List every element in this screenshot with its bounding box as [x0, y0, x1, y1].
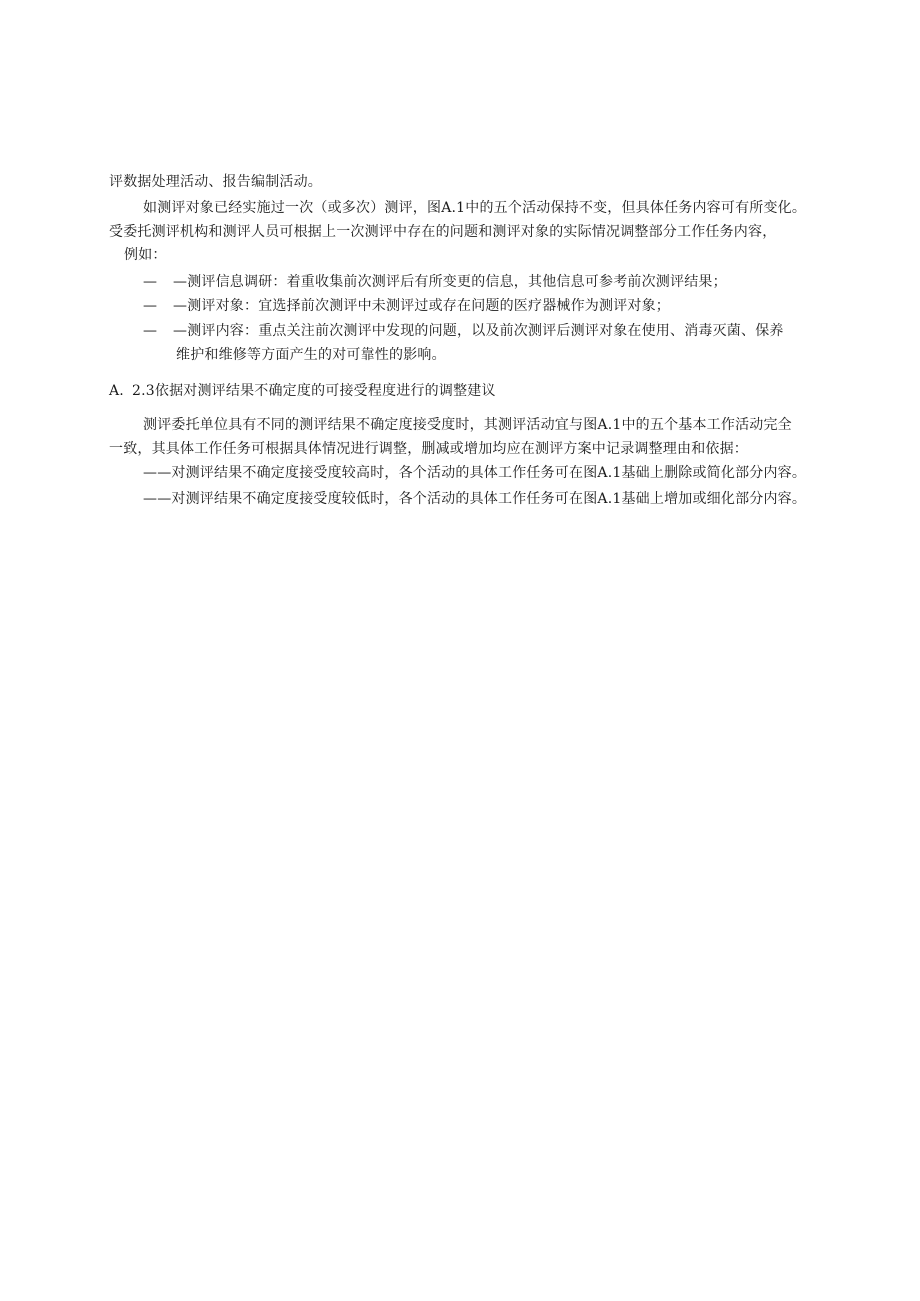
- paragraph-line: 例如：: [124, 247, 167, 263]
- paragraph-line: 评数据处理活动、报告编制活动。: [109, 174, 322, 190]
- list-item: —测评对象：宜选择前次测评中未测评过或存在问题的医疗器械作为测评对象；: [173, 298, 670, 314]
- list-item: —测评信息调研：着重收集前次测评后有所变更的信息，其他信息可参考前次测评结果；: [173, 274, 727, 290]
- list-item-continuation: 维护和维修等方面产生的对可靠性的影响。: [176, 347, 446, 363]
- paragraph-line: 测评委托单位具有不同的测评结果不确定度接受度时，其测评活动宜与图A.1中的五个基本工作活动完全: [143, 417, 792, 433]
- section-number: A.: [109, 383, 124, 399]
- list-item: —测评内容：重点关注前次测评中发现的问题，以及前次测评后测评对象在使用、消毒灭菌、保养: [173, 323, 784, 339]
- paragraph-line: 受委托测评机构和测评人员可根据上一次测评中存在的问题和测评对象的实际情况调整部分工作任务内容，: [109, 224, 777, 240]
- paragraph-line: 一致，其具体工作任务可根据具体情况进行调整，删减或增加均应在测评方案中记录调整理由和依据：: [109, 441, 748, 457]
- paragraph-line: 如测评对象已经实施过一次（或多次）测评，图A.1中的五个活动保持不变，但具体任务内容可有所变化。: [143, 200, 807, 216]
- list-item: ——对测评结果不确定度接受度较高时，各个活动的具体工作任务可在图A.1基础上删除或简化部分内容。: [143, 465, 807, 481]
- list-dash: —: [143, 323, 157, 339]
- list-dash: —: [143, 274, 157, 290]
- section-title: 2.3依据对测评结果不确定度的可接受程度进行的调整建议: [132, 383, 496, 399]
- list-item: ——对测评结果不确定度接受度较低时，各个活动的具体工作任务可在图A.1基础上增加或细化部分内容。: [143, 491, 807, 507]
- list-dash: —: [143, 298, 157, 314]
